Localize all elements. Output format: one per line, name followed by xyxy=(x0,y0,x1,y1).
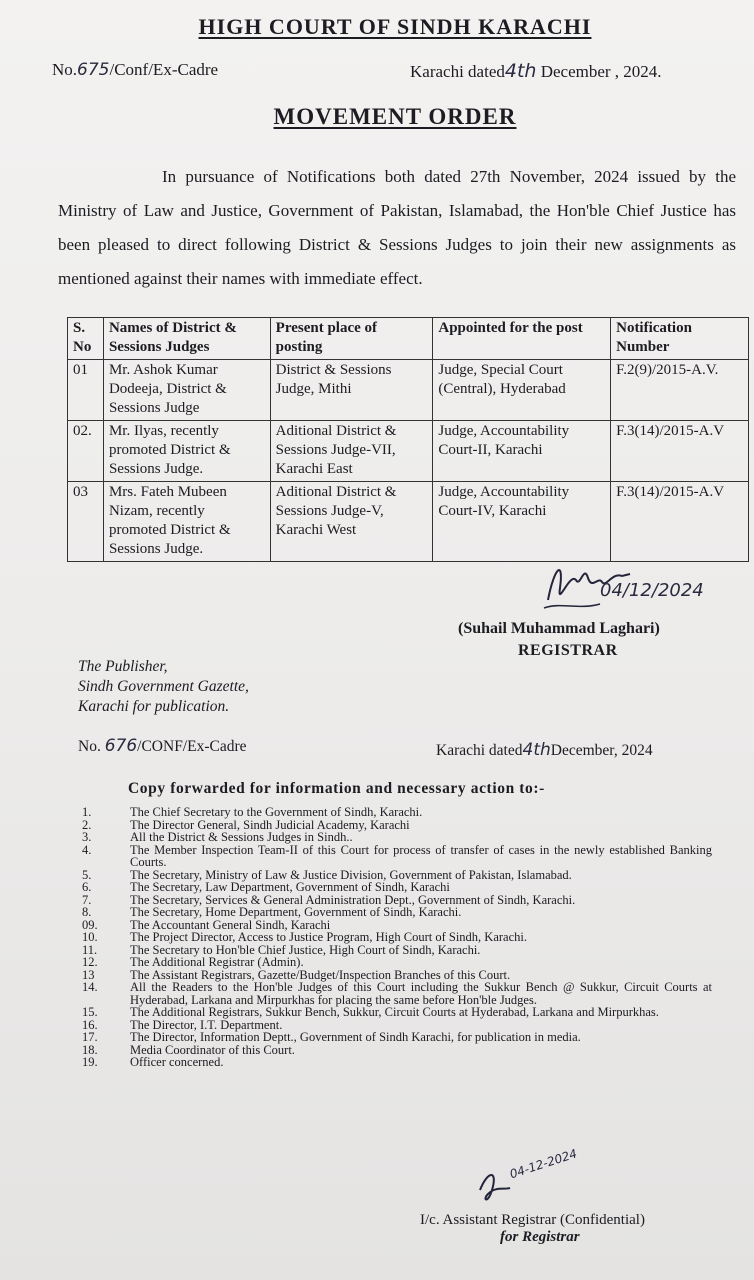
list-item-text: The Additional Registrars, Sukkur Bench, Sukkur, Circuit Courts at Hyderabad, Larkana and Mirpurkhas. xyxy=(130,1005,659,1019)
order-paragraph: In pursuance of Notifications both dated 27th November, 2024 issued by the Ministry of Law and Justice, Government of Pakistan, Islamabad, the Hon'ble Chief Justice has been pleased to direct following District & Sessions Judges to join their new assignments as mentioned against their names with immediate effect. xyxy=(58,167,736,288)
publisher-line-2: Sindh Government Gazette, xyxy=(78,678,249,695)
list-item xyxy=(0,881,754,894)
list-item-number: 19. xyxy=(82,1055,98,1069)
list-item-text: All the District & Sessions Judges in Sindh.. xyxy=(130,830,353,844)
order-reference xyxy=(52,60,218,80)
signature2-date-handwritten: 04-12-2024 xyxy=(508,1146,579,1182)
ref-prefix: No. xyxy=(52,60,78,79)
list-item-text: Officer concerned. xyxy=(130,1055,224,1069)
copy-date-suffix: December, 2024 xyxy=(550,742,653,759)
list-item-number: 1. xyxy=(82,805,92,819)
list-item xyxy=(0,1044,754,1057)
header-present-posting: Present place of posting xyxy=(270,318,433,360)
order-title: MOVEMENT ORDER xyxy=(273,104,517,129)
cell-appointed: Judge, Accountability Court-II, Karachi xyxy=(433,421,611,482)
list-item-number: 13 xyxy=(82,967,95,982)
table-header-row xyxy=(68,318,749,360)
list-item-number: 18. xyxy=(82,1042,98,1057)
cell-sno: 01 xyxy=(68,360,104,421)
ref-suffix: /Conf/Ex-Cadre xyxy=(109,60,219,79)
cell-present-posting: District & Sessions Judge, Mithi xyxy=(270,360,433,421)
copy-heading: Copy forwarded for information and necessary action to:- xyxy=(128,780,545,797)
list-item-number: 15. xyxy=(82,1005,98,1019)
list-item-text: The Additional Registrar (Admin). xyxy=(130,955,304,969)
copy-reference xyxy=(78,736,247,756)
list-item-text: The Director, Information Deptt., Government of Sindh Karachi, for publication in media. xyxy=(130,1030,581,1044)
list-item-text: The Secretary, Home Department, Government of Sindh, Karachi. xyxy=(130,905,462,919)
header-sno: S. No xyxy=(68,318,104,360)
table-row xyxy=(68,360,749,421)
list-item-text: All the Readers to the Hon'ble Judges of this Court including the Sukkur Bench @ Sukkur, Circuit Courts at Hyderabad, Larkana and Mirpurkhas for placing the same before Hon'ble Judges. xyxy=(130,980,712,1007)
order-date xyxy=(410,60,662,82)
list-item-number: 6. xyxy=(82,880,92,894)
list-item xyxy=(0,1056,754,1069)
copy-ref-prefix: No. xyxy=(78,738,101,755)
list-item-number: 5. xyxy=(82,867,92,882)
date-day-handwritten: 4th xyxy=(504,60,537,82)
cell-present-posting: Aditional District & Sessions Judge-V, Karachi West xyxy=(270,482,433,562)
list-item-number: 8. xyxy=(82,905,92,919)
copy-ref-number-handwritten: 676 xyxy=(104,736,138,756)
cell-notification: F.3(14)/2015-A.V xyxy=(611,421,749,482)
list-item-text: The Assistant Registrars, Gazette/Budget/Inspection Branches of this Court. xyxy=(130,967,511,982)
list-item-number: 7. xyxy=(82,892,92,907)
postings-table xyxy=(67,317,749,562)
date-suffix: December , 2024. xyxy=(540,62,662,81)
table-row xyxy=(68,421,749,482)
cell-sno: 02. xyxy=(68,421,104,482)
registrar-designation: REGISTRAR xyxy=(518,642,618,659)
list-item xyxy=(0,956,754,969)
list-item-text: Media Coordinator of this Court. xyxy=(130,1042,295,1057)
list-item xyxy=(0,944,754,957)
header-names: Names of District & Sessions Judges xyxy=(103,318,270,360)
signature-date-handwritten: 04/12/2024 xyxy=(600,580,704,601)
cell-name: Mrs. Fateh Mubeen Nizam, recently promoted District & Sessions Judge. xyxy=(103,482,270,562)
list-item-text: The Project Director, Access to Justice Program, High Court of Sindh, Karachi. xyxy=(130,930,527,944)
copy-ref-suffix: /CONF/Ex-Cadre xyxy=(137,738,247,755)
registrar-name: (Suhail Muhammad Laghari) xyxy=(458,620,660,637)
list-item xyxy=(0,819,754,832)
copy-date-day-handwritten: 4th xyxy=(522,740,551,760)
cell-present-posting: Aditional District & Sessions Judge-VII, Karachi East xyxy=(270,421,433,482)
list-item xyxy=(0,844,754,869)
publisher-line-3: Karachi for publication. xyxy=(78,698,230,715)
list-item-text: The Secretary to Hon'ble Chief Justice, High Court of Sindh, Karachi. xyxy=(130,942,481,957)
list-item-number: 3. xyxy=(82,830,92,844)
list-item xyxy=(0,831,754,844)
list-item-number: 09. xyxy=(82,917,98,932)
cell-notification: F.3(14)/2015-A.V xyxy=(611,482,749,562)
for-registrar: for Registrar xyxy=(500,1229,580,1245)
cell-name: Mr. Ilyas, recently promoted District & Sessions Judge. xyxy=(103,421,270,482)
list-item xyxy=(0,1006,754,1019)
list-item-text: The Director General, Sindh Judicial Academy, Karachi xyxy=(130,817,410,832)
list-item-number: 14. xyxy=(82,980,98,994)
registrar-signature xyxy=(540,550,740,620)
assistant-registrar-designation: I/c. Assistant Registrar (Confidential) xyxy=(420,1212,645,1228)
cell-appointed: Judge, Special Court (Central), Hyderabad xyxy=(433,360,611,421)
cell-sno: 03 xyxy=(68,482,104,562)
cell-notification: F.2(9)/2015-A.V. xyxy=(611,360,749,421)
copy-date xyxy=(436,740,653,760)
header-appointed: Appointed for the post xyxy=(433,318,611,360)
list-item-number: 4. xyxy=(82,842,92,857)
header-notification: Notification Number xyxy=(611,318,749,360)
list-item-text: The Director, I.T. Department. xyxy=(130,1017,283,1032)
ref-number-handwritten: 675 xyxy=(77,60,110,80)
list-item-number: 12. xyxy=(82,955,98,969)
copy-date-prefix: Karachi dated xyxy=(436,742,523,759)
distribution-list xyxy=(0,806,754,1069)
list-item-text: The Chief Secretary to the Government of Sindh, Karachi. xyxy=(130,805,423,819)
list-item-number: 10. xyxy=(82,930,98,944)
list-item-text: The Secretary, Services & General Administration Dept., Government of Sindh, Karachi. xyxy=(130,892,576,907)
assistant-registrar-signature xyxy=(470,1146,610,1210)
list-item-number: 17. xyxy=(82,1030,98,1044)
list-item xyxy=(0,806,754,819)
publisher-line-1: The Publisher, xyxy=(78,658,168,675)
cell-name: Mr. Ashok Kumar Dodeeja, District & Sessions Judge xyxy=(103,360,270,421)
cell-appointed: Judge, Accountability Court-IV, Karachi xyxy=(433,482,611,562)
list-item xyxy=(0,981,754,1006)
date-prefix: Karachi dated xyxy=(410,62,505,81)
list-item-text: The Accountant General Sindh, Karachi xyxy=(130,917,331,932)
list-item xyxy=(0,931,754,944)
list-item-number: 11. xyxy=(82,942,98,957)
list-item-number: 16. xyxy=(82,1017,98,1032)
court-title: HIGH COURT OF SINDH KARACHI xyxy=(198,14,592,39)
list-item xyxy=(0,1031,754,1044)
list-item-text: The Secretary, Law Department, Government of Sindh, Karachi xyxy=(130,880,450,894)
list-item-number: 2. xyxy=(82,817,92,832)
list-item xyxy=(0,906,754,919)
list-item-text: The Member Inspection Team-II of this Court for process of transfer of cases in the newly established Banking Courts. xyxy=(130,842,712,869)
list-item-text: The Secretary, Ministry of Law & Justice Division, Government of Pakistan, Islamabad. xyxy=(130,867,572,882)
